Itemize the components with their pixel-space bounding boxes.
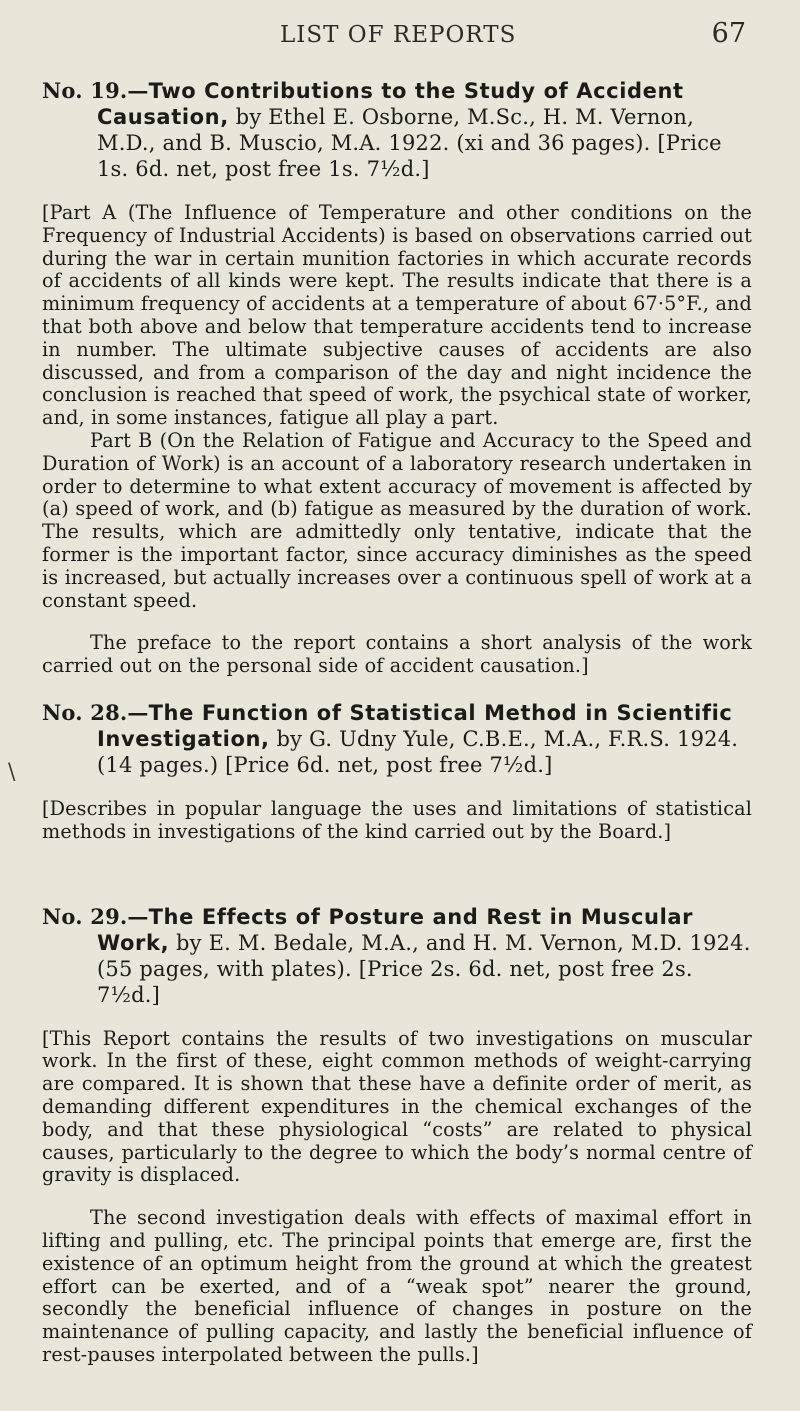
margin-mark: \ bbox=[8, 760, 16, 785]
entry-details: by Ethel E. Osborne, M.Sc., H. M. Vernon, M.D., and B. Muscio, M.A. 1922. (xi and 36 pages). [Price 1s. 6d. net, post free 1s. 7½d.] bbox=[97, 105, 722, 181]
summary-paragraph: [Describes in popular language the uses and limitations of statistical methods in investigations of the kind carried out by the Board.] bbox=[42, 796, 752, 843]
page-number: 67 bbox=[711, 18, 746, 49]
entry-number: No. 19.— bbox=[42, 78, 149, 103]
summary-paragraph: [This Report contains the results of two investigations on muscular work. In the first of these, eight common methods of weight-carrying are compared. It is shown that these have a definite order of merit, as demanding different expenditures in the chemical exchanges of the body, and that these physiological “costs” are related to physical causes, particularly to the degree to which the body’s normal centre of gravity is displaced. bbox=[42, 1026, 752, 1187]
entry-number: No. 29.— bbox=[42, 903, 149, 929]
entry-heading bbox=[42, 700, 752, 778]
summary-paragraph: Part B (On the Relation of Fatigue and Accuracy to the Speed and Duration of Work) is an account of a laboratory research undertaken in order to determine to what extent accuracy of movement is affected by (a) speed of work, and (b) fatigue as measured by the duration of work. The results, which are admittedly only tentative, indicate that the former is the important factor, since accuracy diminishes as the speed is increased, but actually increases over a continuous spell of work at a constant speed. bbox=[42, 428, 752, 612]
running-title: LIST OF REPORTS bbox=[280, 22, 517, 48]
summary-paragraph: The preface to the report contains a short analysis of the work carried out on the personal side of accident causation.] bbox=[42, 631, 752, 678]
report-entry-28 bbox=[42, 700, 752, 844]
entry-summary bbox=[42, 1028, 752, 1367]
entry-title: The Function of Statistical Method in Scientific Investigation, bbox=[97, 700, 733, 751]
report-entry-19 bbox=[42, 78, 752, 678]
running-head bbox=[42, 0, 752, 78]
entry-number: No. 28.— bbox=[42, 699, 149, 725]
summary-paragraph: [Part A (The Influence of Temperature and other conditions on the Frequency of Industrial Accidents) is based on observations carried out during the war in certain munition factories in which accurate records of accidents of all kinds were kept. The results indicate that there is a minimum frequency of accidents at a temperature of about 67·5°F., and that both above and below that temperature accidents tend to increase in number. The ultimate subjective causes of accidents are also discussed, and from a comparison of the day and night incidence the conclusion is reached that speed of work, the psychical state of worker, and, in some instances, fatigue all play a part. bbox=[42, 201, 752, 430]
entry-title: The Effects of Posture and Rest in Muscular Work, bbox=[97, 904, 694, 955]
entry-title: Two Contributions to the Study of Accident Causation, bbox=[97, 79, 684, 129]
summary-paragraph: The second investigation deals with effects of maximal effort in lifting and pulling, etc. The principal points that emerge are, first the existence of an optimum height from the ground at which the greatest effort can be exerted, and of a “weak spot” nearer the ground, secondly the beneficial influence of changes in posture on the maintenance of pulling capacity, and lastly the beneficial influence of rest-pauses interpolated between the pulls.] bbox=[42, 1206, 752, 1366]
entry-summary bbox=[42, 202, 752, 678]
report-entry-29 bbox=[42, 904, 752, 1367]
entry-heading bbox=[42, 78, 752, 182]
entry-summary bbox=[42, 798, 752, 844]
entry-heading bbox=[42, 904, 752, 1008]
entry-details: by G. Udny Yule, C.B.E., M.A., F.R.S. 1924. (14 pages.) [Price 6d. net, post free 7½d.] bbox=[97, 726, 739, 777]
entry-details: by E. M. Bedale, M.A., and H. M. Vernon, M.D. 1924. (55 pages, with plates). [Price 2s. 6d. net, post free 2s. 7½d.] bbox=[97, 930, 751, 1007]
